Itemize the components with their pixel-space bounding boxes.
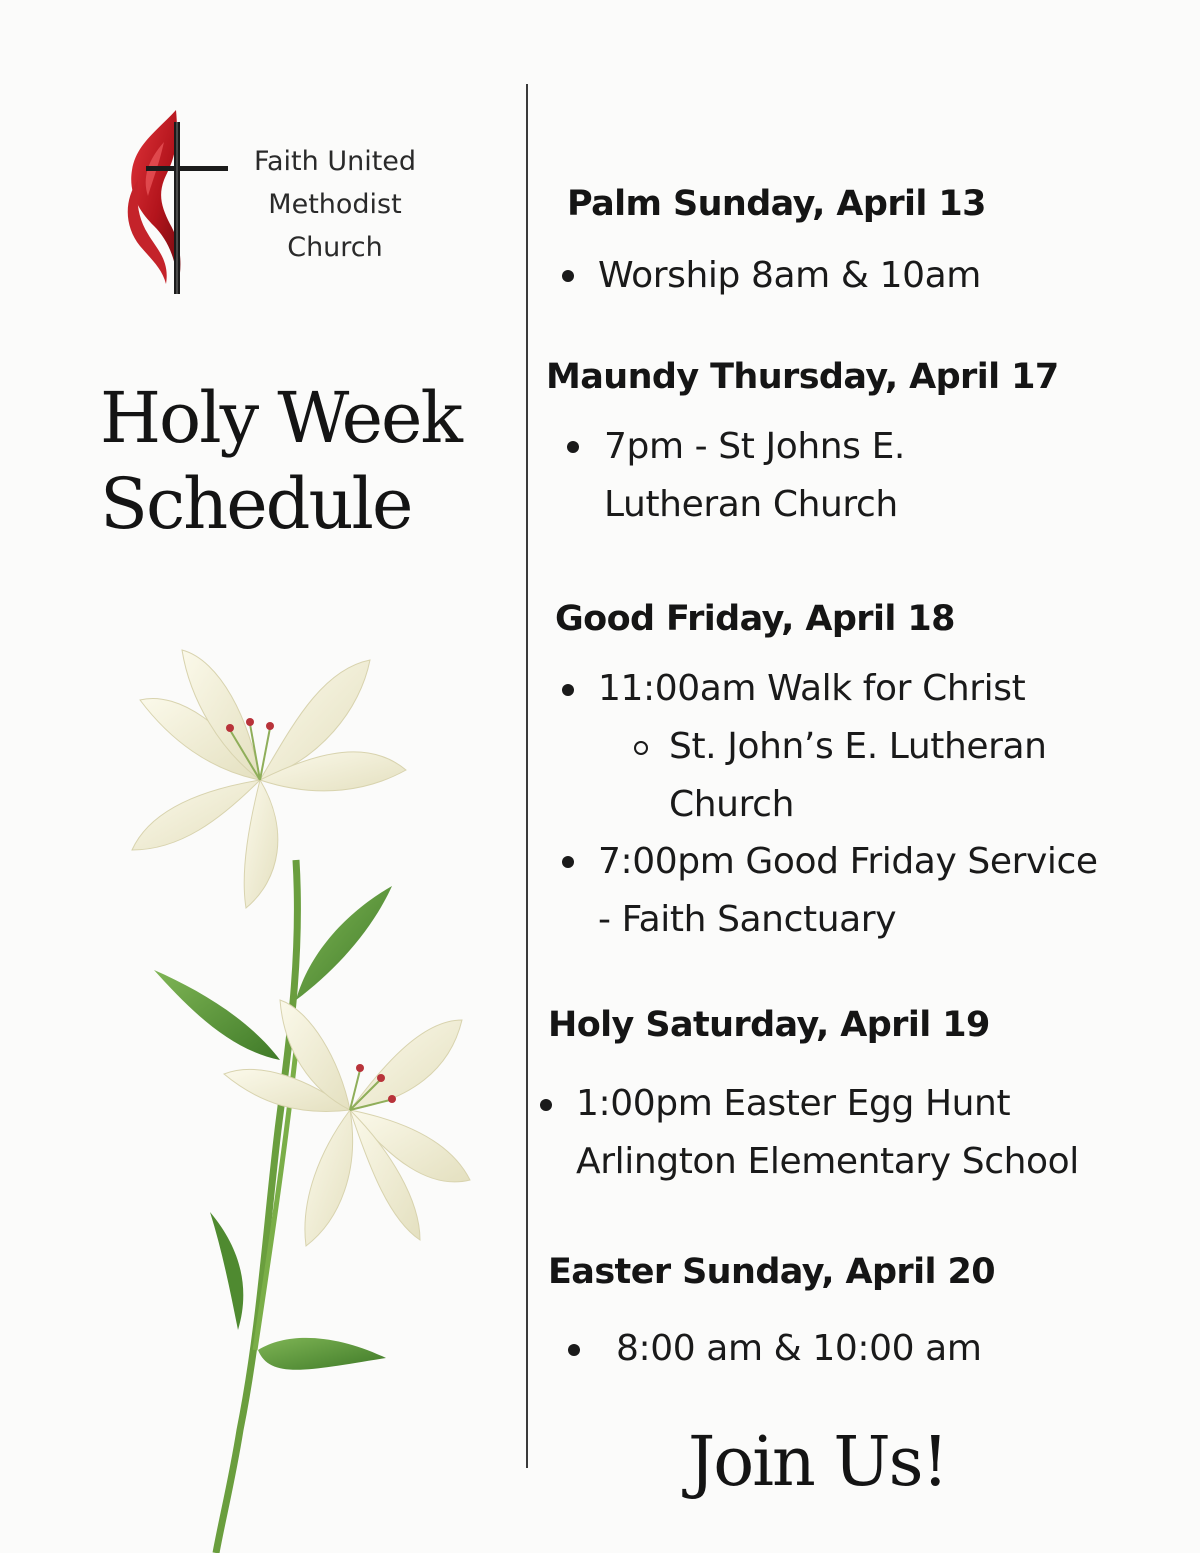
page-title-line: Schedule bbox=[100, 463, 412, 545]
day-heading-holy-saturday: Holy Saturday, April 19 bbox=[548, 1005, 990, 1045]
organization-name-line: Faith United bbox=[253, 146, 417, 177]
schedule-item: 1:00pm Easter Egg Hunt bbox=[576, 1083, 1011, 1124]
schedule-sub-item-continuation: Church bbox=[669, 784, 794, 825]
organization-name bbox=[228, 140, 442, 269]
schedule-item: 7pm - St Johns E. bbox=[604, 426, 905, 467]
bullet-icon bbox=[568, 1344, 580, 1356]
day-heading-maundy-thursday: Maundy Thursday, April 17 bbox=[546, 357, 1059, 397]
organization-name-line: Church bbox=[287, 232, 383, 263]
column-divider bbox=[526, 84, 528, 1468]
organization-name-line: Methodist bbox=[268, 189, 402, 220]
bullet-icon bbox=[562, 856, 574, 868]
closing-message: Join Us! bbox=[688, 1423, 947, 1502]
schedule-sub-item: St. John’s E. Lutheran bbox=[669, 726, 1047, 767]
schedule-item-continuation: Arlington Elementary School bbox=[576, 1141, 1079, 1182]
bullet-icon bbox=[567, 441, 579, 453]
schedule-item: 8:00 am & 10:00 am bbox=[616, 1328, 982, 1369]
bullet-icon bbox=[562, 270, 574, 282]
schedule-item: 11:00am Walk for Christ bbox=[598, 668, 1026, 709]
schedule-item-continuation: Lutheran Church bbox=[604, 484, 898, 525]
bullet-icon bbox=[540, 1099, 552, 1111]
schedule-item: 7:00pm Good Friday Service bbox=[598, 841, 1098, 882]
white-lily-illustration bbox=[110, 630, 490, 1553]
day-heading-good-friday: Good Friday, April 18 bbox=[555, 599, 955, 639]
page-title-line: Holy Week bbox=[100, 377, 461, 459]
cross-and-flame-icon bbox=[118, 108, 238, 300]
schedule-item: Worship 8am & 10am bbox=[598, 255, 981, 296]
bullet-icon bbox=[562, 684, 574, 696]
day-heading-palm-sunday: Palm Sunday, April 13 bbox=[567, 184, 986, 224]
page-title bbox=[100, 375, 461, 547]
day-heading-easter-sunday: Easter Sunday, April 20 bbox=[548, 1252, 995, 1292]
sub-bullet-icon bbox=[634, 741, 648, 755]
schedule-item-continuation: - Faith Sanctuary bbox=[598, 899, 897, 940]
